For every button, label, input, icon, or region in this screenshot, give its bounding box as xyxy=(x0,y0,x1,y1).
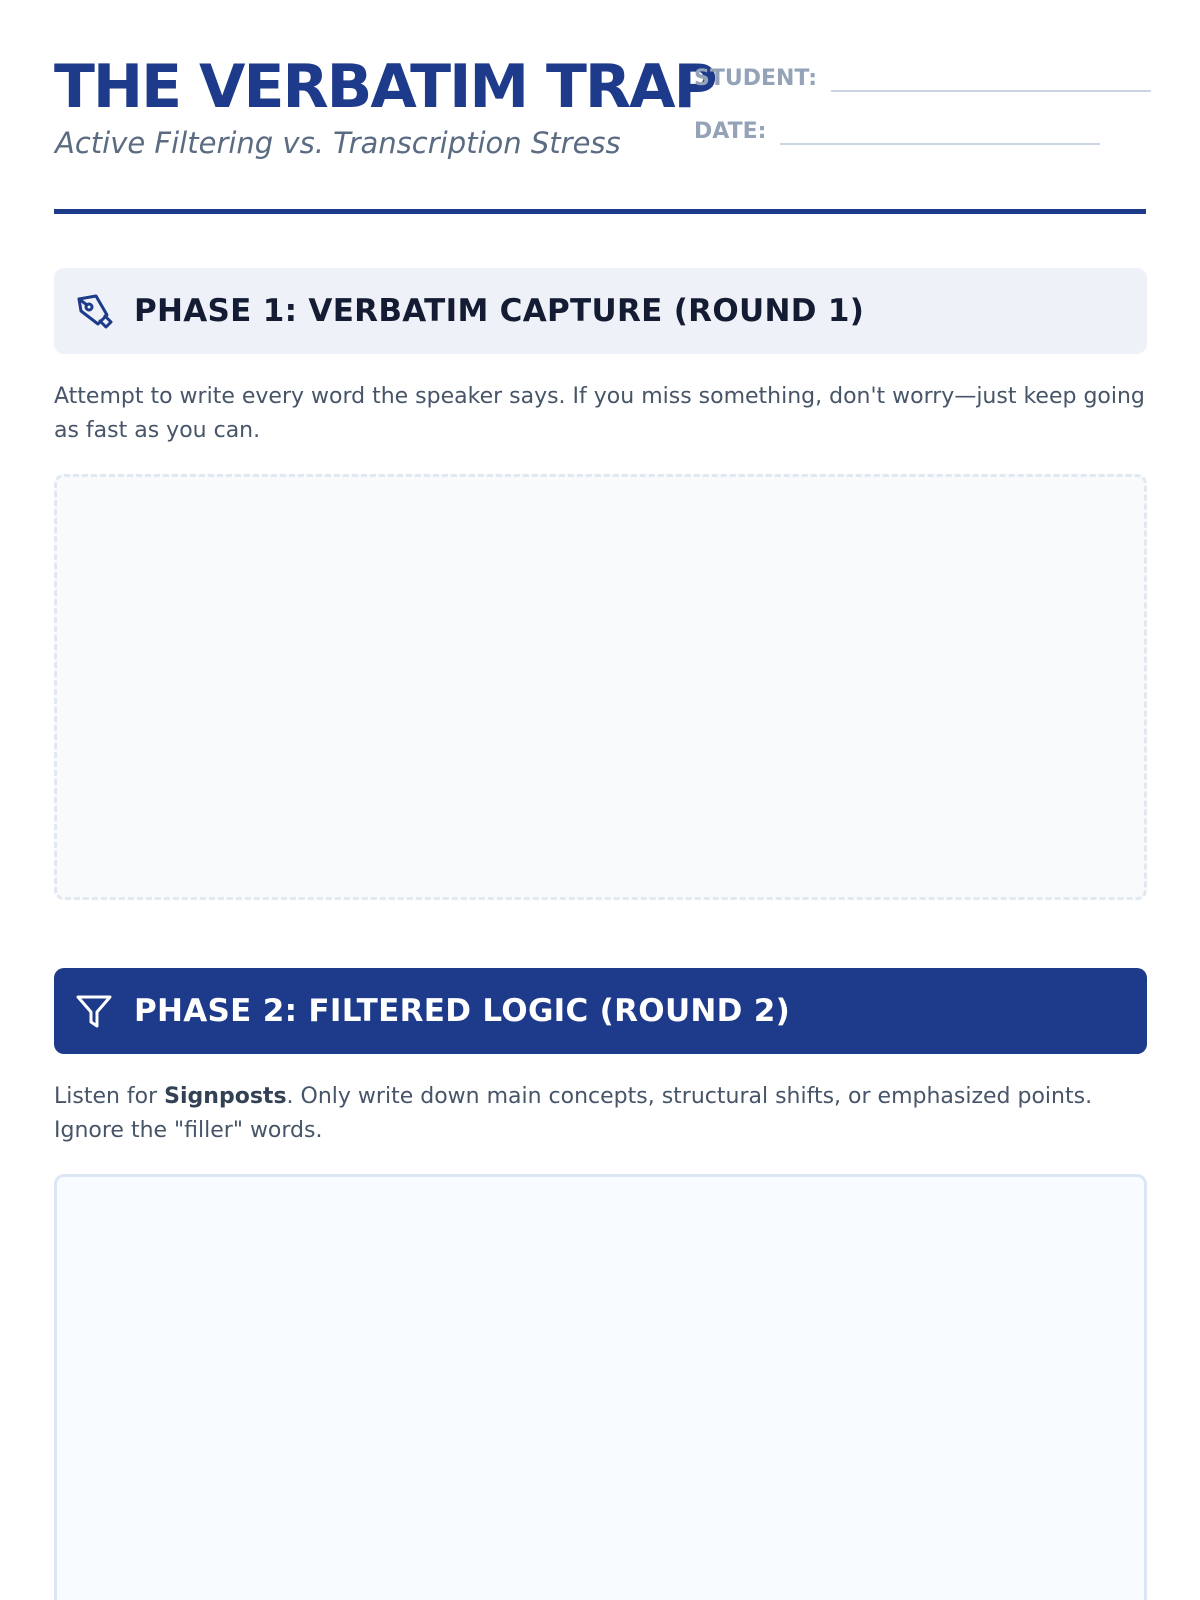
phase-2-instructions-lead: Listen for xyxy=(54,1084,165,1109)
phase-1-writing-area[interactable] xyxy=(54,474,1147,900)
phase-2-title: PHASE 2: FILTERED LOGIC (ROUND 2) xyxy=(134,993,791,1029)
signposts-term: Signposts xyxy=(164,1084,287,1109)
filter-icon xyxy=(74,991,114,1031)
phase-2-instructions-rest: . Only write down main concepts, structural shifts, or emphasized points. Ignore the "filler" words. xyxy=(54,1084,1093,1143)
student-field xyxy=(694,60,1151,92)
date-field xyxy=(694,113,1100,145)
date-line[interactable] xyxy=(780,113,1100,145)
phase-2-banner xyxy=(54,968,1147,1054)
page-subtitle: Active Filtering vs. Transcription Stress xyxy=(55,126,621,160)
page-title: THE VERBATIM TRAP xyxy=(54,52,716,122)
phase-1-title: PHASE 1: VERBATIM CAPTURE (ROUND 1) xyxy=(134,293,865,329)
phase-1-instructions: Attempt to write every word the speaker says. If you miss something, don't worry—just keep going as fast as you can. xyxy=(54,384,1145,443)
phase-2-writing-area[interactable] xyxy=(54,1174,1147,1600)
student-label: STUDENT: xyxy=(694,66,818,91)
phase-2-instructions xyxy=(54,1080,1154,1148)
worksheet-header xyxy=(54,0,1146,214)
student-name-line[interactable] xyxy=(831,60,1151,92)
phase-1-banner xyxy=(54,268,1147,354)
pen-nib-icon xyxy=(74,291,114,331)
date-label: DATE: xyxy=(694,119,767,144)
